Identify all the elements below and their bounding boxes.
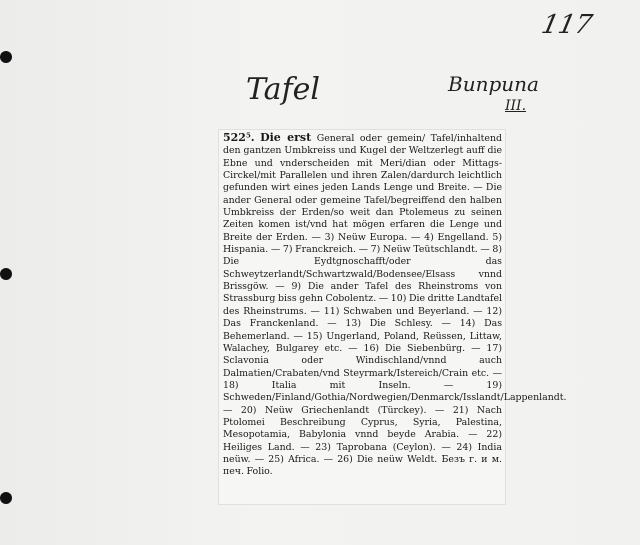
handwritten-russian-label: Випрuna [448, 72, 539, 96]
entry-lead: Die erst [260, 131, 312, 144]
entry-number: 522⁵. [223, 131, 255, 144]
punch-hole-bottom [0, 492, 12, 504]
printed-clipping [218, 129, 567, 505]
entry-text-block [223, 131, 567, 479]
entry-body: General oder gemein/ Tafel/inhaltend den gantzen Umbkreiss und Kugel der Weltzerlegt auff die Ebne und vnderscheiden mit Meri/dian oder Mittags-Circkel/mit Parallelen und ihren Zalen/dardurch leichtlich gefunden wirt eines jeden Lands Lenge und Breite. — Die ander General oder gemeine Tafel/begreiffend den halben Umbkreiss der Erden/so weit dan Ptolemeus zu seinen Zeiten komen ist/vnd hat mögen erfaren die Lenge und Breite der Erden. — 3) Neüw Europa. — 4) Engelland. 5) Hispania. — 7) Franckreich. — 7) Neüw Teütschlandt. — 8) Die Eydtgnoschafft/oder das Schweytzerlandt/Schwartzwald/Bodensee/Elsass vnnd Brissgöw. — 9) Die ander Tafel des Rheinstroms von Strassburg biss gehn Cobolentz. — 10) Die dritte Landtafel des Rheinstrums. — 11) Schwaben und Beyerland. — 12) Das Franckenland. — 13) Die Schlesy. — 14) Das Behemerland. — 15) Ungerland, Poland, Reüssen, Littaw, Walachey, Bulgarey etc. — 16) Die Siebenbürg. — 17) Sclavonia oder Windischland/vnnd auch Dalmatien/Crabaten/vnd Steyrmark/Istereich/Crain etc. — 18) Italia mit Inseln. — 19) Schweden/Finland/Gothia/Nordwegien/Denmarck/Isslandt/Lappenlandt. — 20) Neüw Griechenlandt (Türckey). — 21) Nach Ptolomei Beschreibung Cyprus, Syria, Palestina, Mesopotamia, Babylonia vnnd beyde Arabia. — 22) Heiliges Land. — 23) Taprobana (Ceylon). — 24) India neüw. — 25) Africa. — 26) Die neüw Weldt. Безъ г. и м. печ. Folio. [223, 133, 567, 478]
card-number: 117 [539, 10, 596, 40]
handwritten-roman-numeral: III. [505, 98, 527, 114]
punch-hole-top [0, 51, 12, 63]
handwritten-title: Tafel [246, 72, 321, 107]
punch-hole-middle [0, 268, 12, 280]
